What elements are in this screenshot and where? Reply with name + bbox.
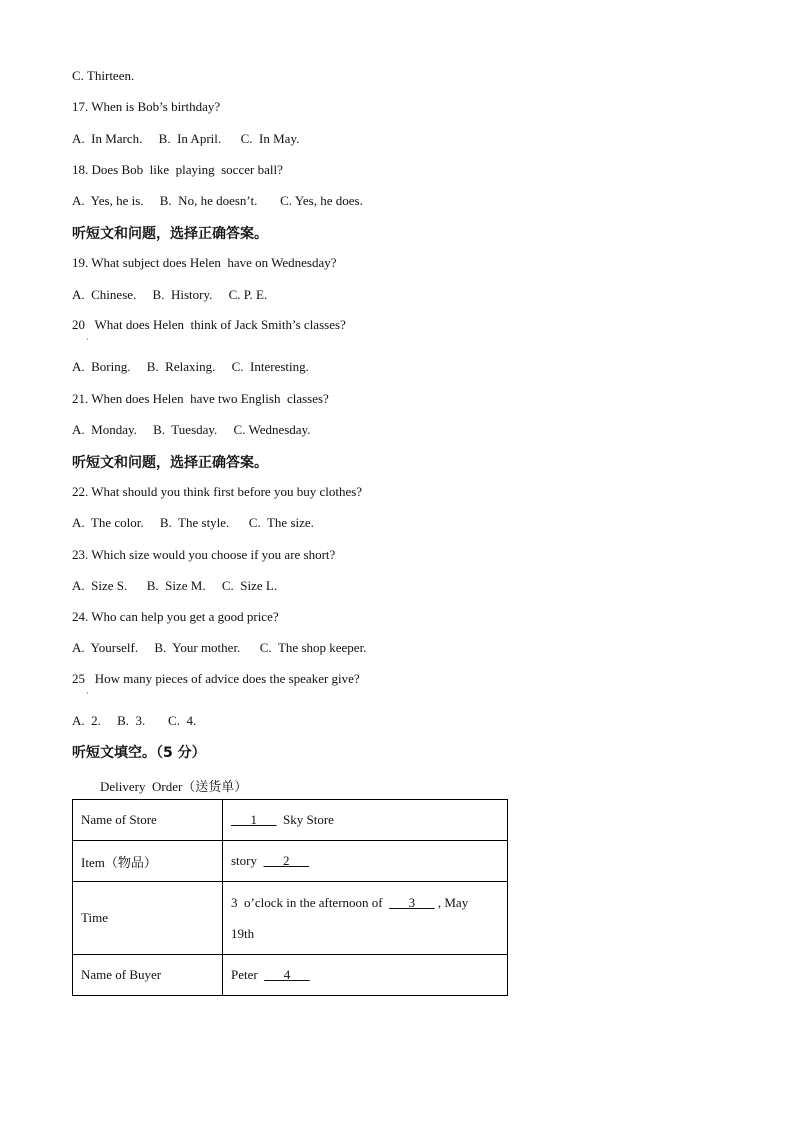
item-label: Item（物品）	[73, 841, 223, 882]
time-date: 19th	[231, 926, 255, 941]
time-suffix: , May	[434, 895, 469, 910]
time-prefix: 3 o’clock in the afternoon of	[231, 895, 390, 910]
item-prefix: story	[231, 853, 264, 868]
table-row	[73, 882, 508, 955]
section-heading-b: 听短文和问题，选择正确答案。	[72, 455, 268, 471]
q25-question: 25 How many pieces of advice does the speaker give?	[72, 671, 360, 686]
store-value	[223, 800, 508, 841]
q21-question: 21. When does Helen have two English classes?	[72, 391, 329, 406]
section-heading-a: 听短文和问题，选择正确答案。	[72, 226, 268, 242]
item-value	[223, 841, 508, 882]
q18-options: A. Yes, he is. B. No, he doesn’t. C. Yes, he does.	[72, 193, 363, 208]
blank-1: 1	[231, 812, 277, 827]
store-suffix: Sky Store	[276, 812, 334, 827]
q17-question: 17. When is Bob’s birthday?	[72, 99, 221, 114]
q25-options: A. 2. B. 3. C. 4.	[72, 713, 197, 728]
blank-4: 4	[264, 967, 310, 982]
q20-options: A. Boring. B. Relaxing. C. Interesting.	[72, 359, 309, 374]
buyer-value	[223, 955, 508, 996]
time-value	[223, 882, 508, 955]
buyer-prefix: Peter	[231, 967, 265, 982]
q22-question: 22. What should you think first before you buy clothes?	[72, 484, 363, 499]
q22-options: A. The color. B. The style. C. The size.	[72, 515, 314, 530]
delivery-order-table	[72, 799, 508, 996]
q25-dot: ·	[86, 689, 89, 698]
time-label: Time	[73, 882, 223, 955]
q24-question: 24. Who can help you get a good price?	[72, 609, 279, 624]
table-row	[73, 800, 508, 841]
section-heading-c: 听短文填空。（5 分）	[72, 745, 206, 761]
q20-dot: ·	[86, 335, 89, 344]
blank-2: 2	[263, 853, 309, 868]
q19-question: 19. What subject does Helen have on Wednesday?	[72, 255, 337, 270]
q17-options: A. In March. B. In April. C. In May.	[72, 131, 300, 146]
table-row	[73, 955, 508, 996]
q23-options: A. Size S. B. Size M. C. Size L.	[72, 578, 278, 593]
q18-question: 18. Does Bob like playing soccer ball?	[72, 162, 283, 177]
buyer-label: Name of Buyer	[73, 955, 223, 996]
q16-option-c: C. Thirteen.	[72, 68, 135, 83]
q21-options: A. Monday. B. Tuesday. C. Wednesday.	[72, 422, 311, 437]
q23-question: 23. Which size would you choose if you are short?	[72, 547, 336, 562]
q19-options: A. Chinese. B. History. C. P. E.	[72, 287, 268, 302]
q20-question: 20 What does Helen think of Jack Smith’s classes?	[72, 317, 346, 332]
table-row	[73, 841, 508, 882]
q24-options: A. Yourself. B. Your mother. C. The shop keeper.	[72, 640, 367, 655]
delivery-order-caption: Delivery Order（送货单）	[100, 779, 248, 794]
blank-3: 3	[389, 895, 435, 910]
store-label: Name of Store	[73, 800, 223, 841]
